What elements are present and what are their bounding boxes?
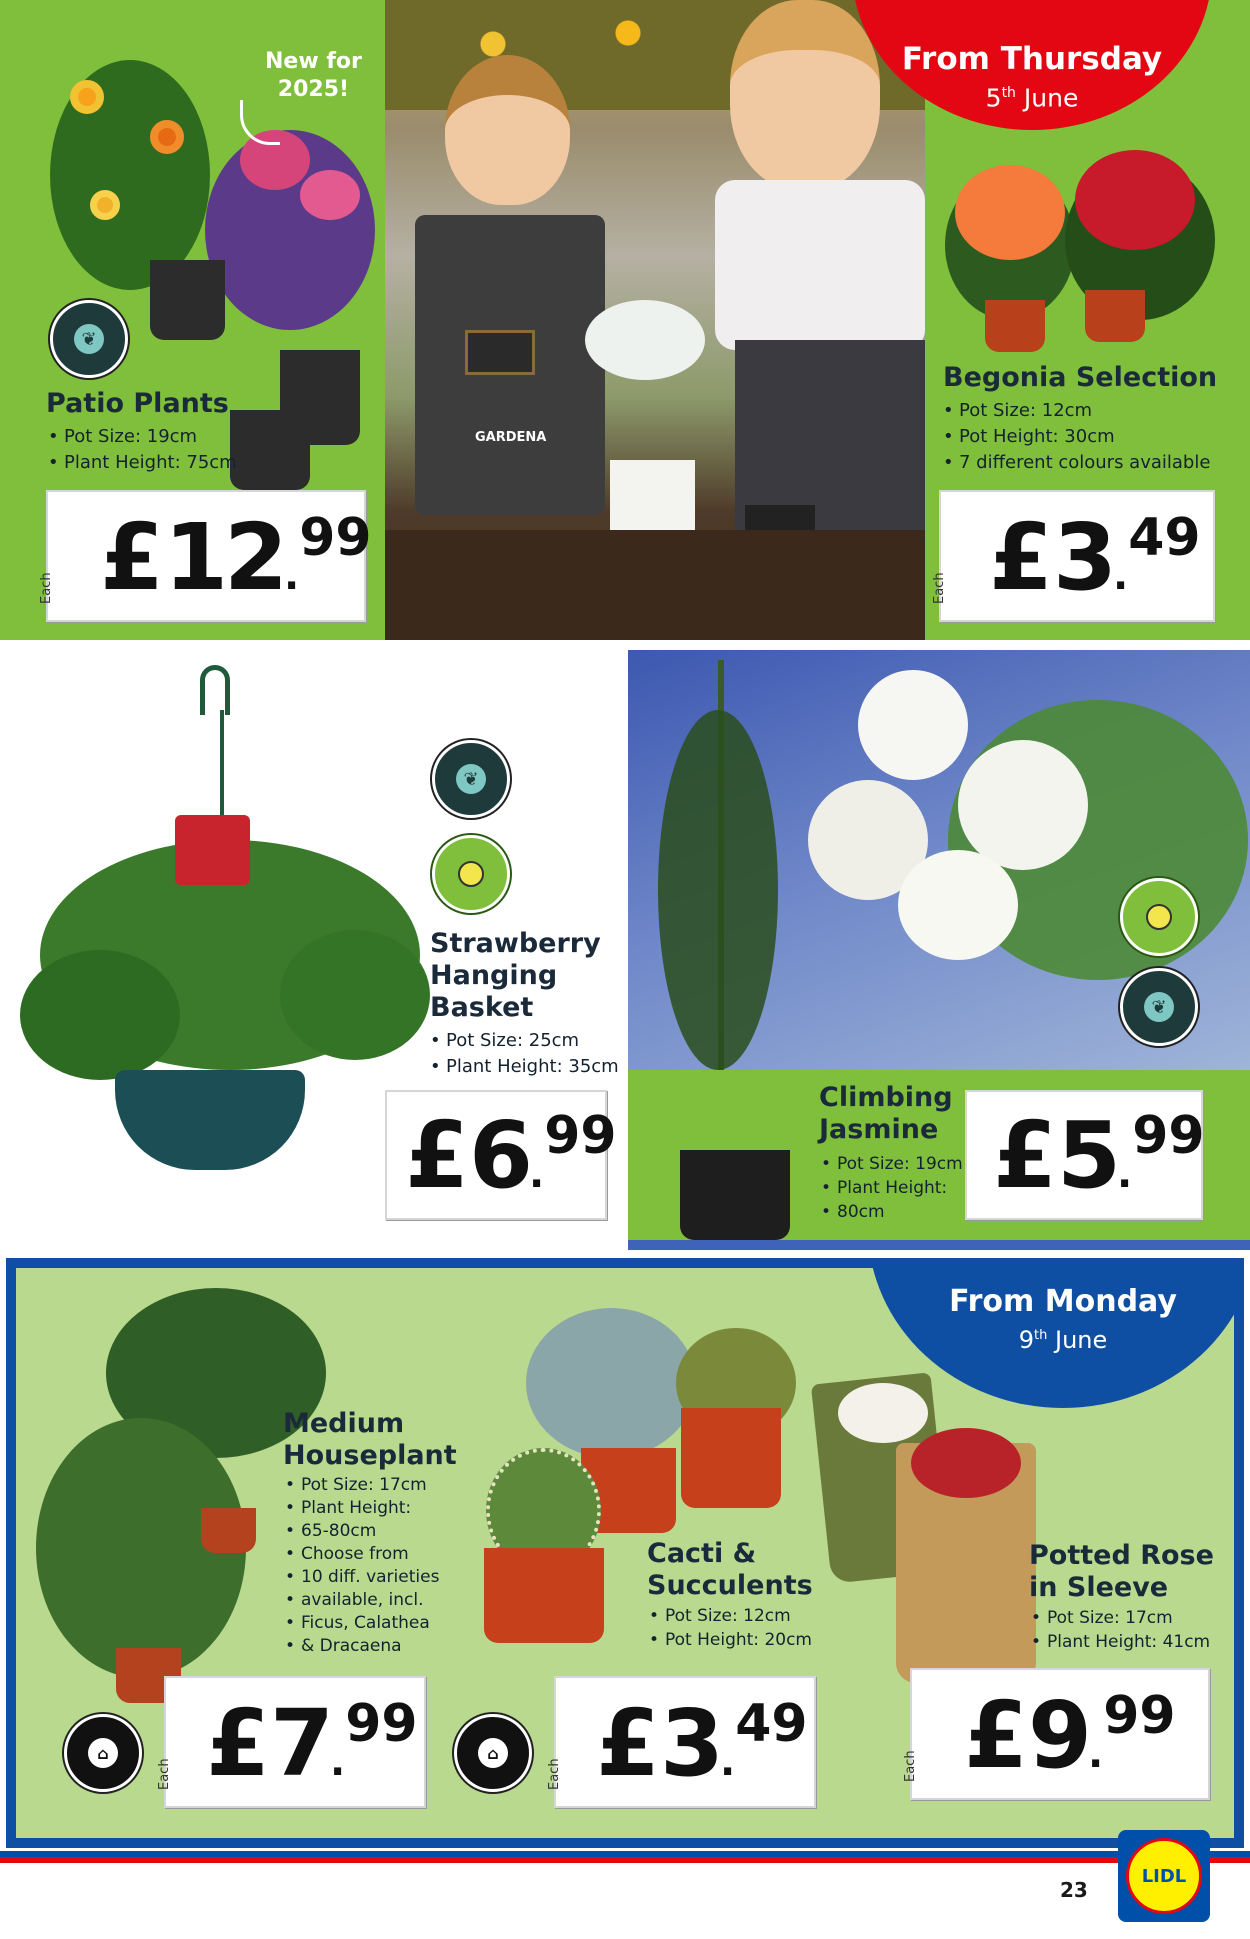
spec-item: • Pot Size: 17cm xyxy=(285,1474,439,1497)
outdoor-plant-badge xyxy=(50,300,128,378)
white-jasmine-flower xyxy=(898,850,1018,960)
price-cents: 49 xyxy=(735,1694,808,1754)
leaf-icon: ❦ xyxy=(456,764,486,794)
jasmine-panel xyxy=(628,650,1250,1250)
bee-icon xyxy=(458,861,484,887)
apron-brand-label: GARDENA xyxy=(475,430,547,445)
leaf-icon: ❦ xyxy=(1144,992,1174,1022)
banner-date: 9th June xyxy=(1018,1326,1108,1354)
strawberry-price xyxy=(405,1102,617,1224)
white-roses xyxy=(838,1383,928,1443)
price-cents: 49 xyxy=(1128,508,1201,568)
price-dot: . xyxy=(1113,553,1129,599)
price-main: 3 xyxy=(1053,504,1114,611)
jasmine-pot xyxy=(680,1150,790,1240)
girl-shirt xyxy=(715,180,925,350)
price-cents: 99 xyxy=(1132,1106,1205,1166)
spec-item: • available, incl. xyxy=(285,1589,439,1612)
begonia-pot xyxy=(1085,290,1145,342)
strawberry-price-box xyxy=(385,1090,617,1220)
bee-friendly-badge xyxy=(1120,878,1198,956)
price-main: 12 xyxy=(164,504,285,611)
hanging-hook xyxy=(200,665,230,715)
white-jasmine-flower xyxy=(958,740,1088,870)
patio-plants-title: Patio Plants xyxy=(46,388,229,419)
spec-item: • 7 different colours available xyxy=(943,450,1210,476)
spec-item: • Plant Height: 75cm xyxy=(48,450,237,476)
indoor-plant-badge xyxy=(454,1714,532,1792)
bottom-offer-frame xyxy=(6,1258,1244,1848)
spec-item: • Pot Size: 17cm xyxy=(1031,1606,1210,1630)
banner-day-text: From Monday xyxy=(949,1284,1177,1319)
jasmine-price-box xyxy=(965,1090,1203,1220)
bee-friendly-badge xyxy=(432,835,510,913)
succulent-pot xyxy=(681,1408,781,1508)
lidl-logo-text: LIDL xyxy=(1141,1865,1187,1887)
curved-arrow-icon xyxy=(240,100,280,145)
cacti-price xyxy=(596,1690,808,1812)
spec-item: • Pot Height: 30cm xyxy=(943,424,1210,450)
girl-apron xyxy=(735,340,925,530)
spec-item: • Pot Height: 20cm xyxy=(649,1628,812,1652)
patio-plants-specs xyxy=(48,424,237,476)
strawberry-specs xyxy=(430,1028,619,1080)
red-begonia-flower xyxy=(1075,150,1195,250)
spec-item: • Plant Height: 41cm xyxy=(1031,1630,1210,1654)
spec-item: • Plant Height: xyxy=(821,1176,963,1200)
orange-begonia-flower xyxy=(955,165,1065,260)
spec-item: • Pot Size: 12cm xyxy=(649,1604,812,1628)
outdoor-plant-badge xyxy=(1120,968,1198,1046)
children-gardening-photo xyxy=(385,0,925,640)
rose-title: Potted Rose in Sleeve xyxy=(1029,1540,1214,1603)
strawberry-foliage xyxy=(280,930,430,1060)
cacti-price-box xyxy=(547,1676,816,1808)
new-year-text: 2025! xyxy=(277,77,350,102)
price-cents: 99 xyxy=(299,508,372,568)
new-for-text: New for xyxy=(265,49,362,74)
currency-symbol: £ xyxy=(989,504,1054,611)
new-for-2025-callout xyxy=(265,48,362,104)
price-dot: . xyxy=(284,553,300,599)
strawberry-title: Strawberry Hanging Basket xyxy=(430,928,601,1023)
each-label: Each xyxy=(39,572,54,604)
bee-icon xyxy=(1146,904,1172,930)
spec-item: • Pot Size: 25cm xyxy=(430,1028,619,1054)
indoor-plants-panel xyxy=(16,1268,1234,1838)
lidl-logo xyxy=(1118,1830,1210,1922)
lidl-logo-circle xyxy=(1126,1838,1202,1914)
banner-day-text: From Thursday xyxy=(901,41,1163,77)
strawberry-foliage xyxy=(20,950,180,1080)
from-thursday-banner xyxy=(852,0,1212,130)
begonia-price-box xyxy=(932,490,1215,622)
footer-stripe-red xyxy=(0,1857,1250,1863)
price-main: 6 xyxy=(469,1102,530,1209)
patio-pot xyxy=(150,260,225,340)
price-dot: . xyxy=(1117,1151,1133,1197)
orange-flower xyxy=(90,190,120,220)
begonia-pot xyxy=(985,300,1045,352)
rose-price-box xyxy=(903,1668,1210,1800)
strawberry-panel xyxy=(0,650,628,1250)
jasmine-price xyxy=(993,1102,1205,1224)
price-dot: . xyxy=(529,1151,545,1197)
houseplant-price-box xyxy=(157,1676,426,1808)
teal-hanging-basket xyxy=(115,1070,305,1170)
currency-symbol: £ xyxy=(100,504,165,611)
price-main: 3 xyxy=(660,1690,721,1797)
begonia-specs xyxy=(943,398,1210,476)
strawberry-label-tag xyxy=(175,815,250,885)
price-dot: . xyxy=(330,1739,346,1785)
spec-item: • Ficus, Calathea xyxy=(285,1612,439,1635)
spec-item: • Pot Size: 12cm xyxy=(943,398,1210,424)
begonia-title: Begonia Selection xyxy=(943,362,1218,393)
red-roses xyxy=(911,1428,1021,1498)
page-number: 23 xyxy=(1060,1878,1088,1902)
cactus-pot xyxy=(484,1548,604,1643)
each-label: Each xyxy=(157,1758,172,1790)
houseplant-specs xyxy=(285,1474,439,1658)
leaf-icon: ❦ xyxy=(74,324,104,354)
houseplant-title: Medium Houseplant xyxy=(283,1408,457,1471)
price-cents: 99 xyxy=(1103,1686,1176,1746)
currency-symbol: £ xyxy=(993,1102,1058,1209)
jasmine-title: Climbing Jasmine xyxy=(819,1082,953,1145)
spec-item: • Plant Height: xyxy=(285,1497,439,1520)
boy-head xyxy=(445,55,570,205)
cacti-title: Cacti & Succulents xyxy=(647,1538,813,1601)
spec-item: • Pot Size: 19cm xyxy=(821,1152,963,1176)
orange-flower xyxy=(70,80,104,114)
white-flower-plant xyxy=(585,300,705,380)
indoor-plant-badge xyxy=(64,1714,142,1792)
orange-flower xyxy=(150,120,184,154)
spec-item: • Choose from xyxy=(285,1543,439,1566)
currency-symbol: £ xyxy=(206,1690,271,1797)
houseplant-price xyxy=(206,1690,418,1812)
succulent-blue xyxy=(526,1308,696,1458)
spec-item: • 65-80cm xyxy=(285,1520,439,1543)
jasmine-specs xyxy=(821,1152,963,1224)
patio-plants-panel xyxy=(0,0,385,640)
price-dot: . xyxy=(720,1739,736,1785)
price-cents: 99 xyxy=(345,1694,418,1754)
white-jasmine-flower xyxy=(858,670,968,780)
spec-item: • 80cm xyxy=(821,1200,963,1224)
spec-item: • 10 diff. varieties xyxy=(285,1566,439,1589)
spec-item: • & Dracaena xyxy=(285,1635,439,1658)
jasmine-plant-foliage xyxy=(658,710,778,1070)
house-icon: ⌂ xyxy=(478,1738,508,1768)
spec-item: • Plant Height: 35cm xyxy=(430,1054,619,1080)
price-dot: . xyxy=(1088,1731,1104,1777)
pink-flower xyxy=(300,170,360,220)
currency-symbol: £ xyxy=(405,1102,470,1209)
price-main: 9 xyxy=(1028,1682,1089,1789)
each-label: Each xyxy=(547,1758,562,1790)
patio-pot xyxy=(230,410,310,490)
soil-table xyxy=(385,530,925,640)
each-label: Each xyxy=(903,1750,918,1782)
price-cents: 99 xyxy=(544,1106,617,1166)
spec-item: • Pot Size: 19cm xyxy=(48,424,237,450)
rose-specs xyxy=(1031,1606,1210,1654)
outdoor-plant-badge xyxy=(432,740,510,818)
currency-symbol: £ xyxy=(964,1682,1029,1789)
patio-price xyxy=(100,504,372,626)
currency-symbol: £ xyxy=(596,1690,661,1797)
each-label: Each xyxy=(932,572,947,604)
price-main: 5 xyxy=(1057,1102,1118,1209)
houseplant-pot xyxy=(201,1508,256,1553)
cacti-specs xyxy=(649,1604,812,1652)
begonia-price xyxy=(989,504,1201,626)
patio-price-box xyxy=(39,490,372,622)
rose-price xyxy=(964,1682,1176,1804)
banner-date: 5th June xyxy=(985,83,1079,113)
chalkboard-sign xyxy=(465,330,535,375)
price-main: 7 xyxy=(270,1690,331,1797)
house-icon: ⌂ xyxy=(88,1738,118,1768)
